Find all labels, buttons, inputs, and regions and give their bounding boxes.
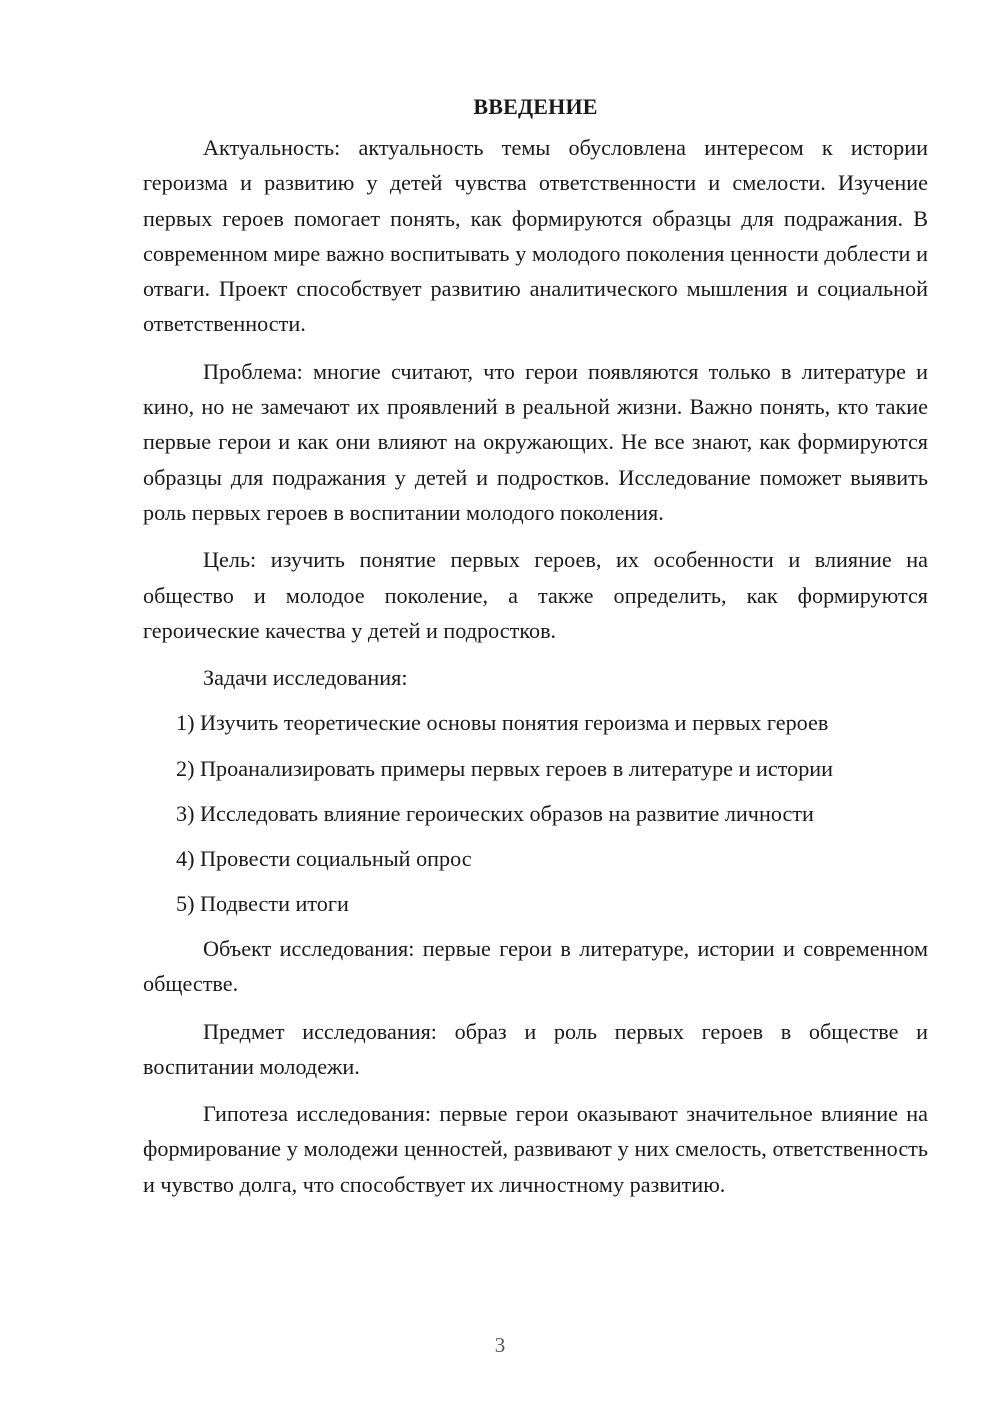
list-item: 4) Провести социальный опрос: [176, 845, 472, 871]
paragraph-subject: Предмет исследования: образ и роль первых героев в обществе и воспитании молодежи.: [143, 1018, 928, 1079]
paragraph-goal: Цель: изучить понятие первых героев, их особенности и влияние на общество и молодое поколение, а также определить, как формируются героические качества у детей и подростков.: [143, 547, 928, 643]
paragraph-object: Объект исследования: первые герои в литературе, истории и современном обществе.: [143, 935, 928, 997]
tasks-heading: Задачи исследования:: [203, 665, 408, 691]
paragraph-hypothesis: Гипотеза исследования: первые герои оказывают значительное влияние на формирование у молодежи ценностей, развивают у них смелость, ответственность и чувство долга, что способствует их личностному развитию.: [143, 1101, 928, 1197]
list-item: 1) Изучить теоретические основы понятия героизма и первых героев: [176, 710, 829, 736]
tasks-list: [143, 705, 928, 921]
section-title: ВВЕДЕНИЕ: [473, 94, 598, 119]
document-page: [143, 90, 928, 1214]
paragraph-problem: Проблема: многие считают, что герои появляются только в литературе и кино, но не замечают их проявлений в реальной жизни. Важно понять, кто такие первые герои и как они влияют на окружающих. Не все знают, как формируются образцы для подражания у детей и подростков. Исследование поможет выявить роль первых героев в воспитании молодого поколения.: [143, 358, 928, 525]
list-item: 2) Проанализировать примеры первых героев в литературе и истории: [176, 755, 834, 781]
page-number: 3: [494, 1333, 506, 1357]
paragraph-relevance: Актуальность: актуальность темы обусловлена интересом к истории героизма и развитию у детей чувства ответственности и смелости. Изучение первых героев помогает понять, как формируются образцы для подражания. В современном мире важно воспитывать у молодого поколения ценности доблести и отваги. Проект способствует развитию аналитического мышления и социальной ответственности.: [143, 135, 928, 337]
list-item: 5) Подвести итоги: [176, 890, 349, 916]
list-item: 3) Исследовать влияние героических образов на развитие личности: [176, 800, 814, 826]
